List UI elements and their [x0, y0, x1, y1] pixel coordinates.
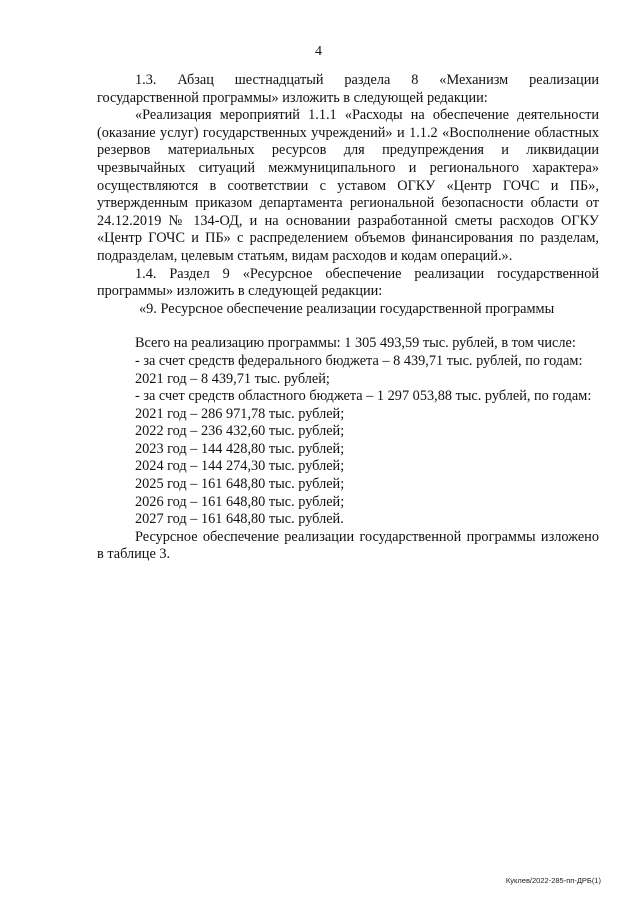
paragraph-1-3: 1.3. Абзац шестнадцатый раздела 8 «Механизм реализации государственной программы» изложить в следующей редакции:	[97, 72, 599, 106]
paragraph-1-3-quote: «Реализация мероприятий 1.1.1 «Расходы на обеспечение деятельности (оказание услуг) государственных учреждений» и 1.1.2 «Восполнение областных резервов материальных ресурсов для предупреждения и ликвидации чрезвычайных ситуаций межмуниципального и регионального характера» осуществляются в соответствии с уставом ОГКУ «Центр ГОЧС и ПБ», утвержденным приказом департамента региональной безопасности области от 24.12.2019 № 134-ОД, и на основании разработанной сметы расходов ОГКУ «Центр ГОЧС и ПБ» с распределением объемов финансирования по разделам, подразделам, целевым статьям, видам расходов и кодам операций.».	[97, 107, 599, 264]
page-number: 4	[315, 44, 322, 59]
section-9-heading: «9. Ресурсное обеспечение реализации государственной программы	[139, 300, 555, 317]
document-footer-code: Куклев/2022-285-пп-ДРБ(1)	[505, 876, 601, 885]
spacer	[97, 318, 599, 335]
regional-year-item: 2024 год – 144 274,30 тыс. рублей;	[135, 458, 345, 475]
regional-years-list	[97, 406, 599, 529]
regional-year-item: 2021 год – 286 971,78 тыс. рублей;	[135, 405, 345, 422]
regional-year-item: 2022 год – 236 432,60 тыс. рублей;	[135, 423, 345, 440]
regional-budget: - за счет средств областного бюджета – 1 297 053,88 тыс. рублей, по годам:	[135, 388, 592, 405]
document-body	[97, 72, 599, 564]
federal-budget: - за счет средств федерального бюджета – 8 439,71 тыс. рублей, по годам:	[135, 352, 583, 369]
regional-year-item: 2027 год – 161 648,80 тыс. рублей.	[135, 511, 344, 528]
total-funding: Всего на реализацию программы: 1 305 493,59 тыс. рублей, в том числе:	[135, 335, 576, 352]
regional-year-item: 2026 год – 161 648,80 тыс. рублей;	[135, 493, 345, 510]
federal-years-list	[97, 371, 599, 389]
federal-year-item: 2021 год – 8 439,71 тыс. рублей;	[135, 370, 330, 387]
regional-year-item: 2023 год – 144 428,80 тыс. рублей;	[135, 440, 345, 457]
regional-year-item: 2025 год – 161 648,80 тыс. рублей;	[135, 476, 345, 493]
paragraph-1-4: 1.4. Раздел 9 «Ресурсное обеспечение реализации государственной программы» изложить в следующей редакции:	[97, 265, 599, 300]
closing-paragraph: Ресурсное обеспечение реализации государственной программы изложено в таблице 3.	[97, 528, 599, 563]
